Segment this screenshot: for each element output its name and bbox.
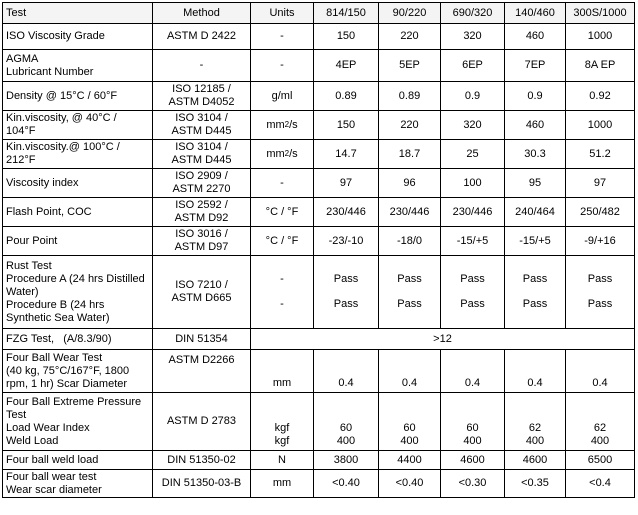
table-row [3,169,635,198]
cell-value [566,256,635,329]
value-line: Pass [460,298,485,310]
table-row [3,451,635,470]
header-units: Units [251,3,314,24]
table-row [3,393,635,451]
value-line: Pass [333,298,359,310]
spec-table [2,2,635,498]
cell-value: 240/464 [505,198,566,227]
value-line: 60 [466,422,479,434]
cell-value [379,393,441,451]
row-label [3,393,153,451]
value-line: 60 [403,422,416,434]
label-line: (40 kg, 75°C/167°F, 1800 [6,364,130,377]
unit-line: kgf [274,422,290,434]
cell-value-merged: >12 [251,329,635,350]
unit-line: - [280,298,284,310]
cell-value [505,393,566,451]
method-line: ASTM D665 [171,292,232,304]
value-line: 400 [525,435,545,447]
row-units: °C / °F [251,227,314,256]
row-label: Flash Point, COC [3,198,153,227]
cell-value: 150 [314,24,379,50]
label-line: Water) [6,285,39,298]
label-line: Load Wear Index [6,421,90,434]
cell-value: -15/+5 [505,227,566,256]
cell-value: 220 [379,111,441,140]
unit-tail: /s [289,118,298,131]
value-line: 62 [593,422,607,434]
table-row [3,256,635,329]
row-label [3,350,153,393]
row-method [153,198,251,227]
row-method [153,140,251,169]
method-line: ISO 2909 / [175,170,228,182]
row-units: - [251,24,314,50]
cell-value: 1000 [566,24,635,50]
cell-value: 14.7 [314,140,379,169]
table-row [3,140,635,169]
cell-value: 6500 [566,451,635,470]
unit-base: mm [266,118,285,131]
label-line: AGMA [6,52,39,65]
cell-value: <0.40 [314,470,379,498]
header-method: Method [153,3,251,24]
cell-value: 0.4 [314,350,379,393]
row-label: Four ball weld load [3,451,153,470]
cell-value: 4600 [505,451,566,470]
method-line: ISO 3016 / [175,228,228,240]
row-method: DIN 51350-02 [153,451,251,470]
label-line: Rust Test [6,259,52,272]
label-line: Four Ball Extreme Pressure [6,395,142,408]
cell-value: 18.7 [379,140,441,169]
cell-value: 230/446 [441,198,505,227]
row-units: - [251,169,314,198]
cell-value: -15/+5 [441,227,505,256]
row-method: ASTM D 2783 [153,393,251,451]
label-line: Wear scar diameter [6,483,102,496]
table-row [3,82,635,111]
cell-value: 460 [505,24,566,50]
cell-value: 4EP [314,50,379,82]
cell-value [441,256,505,329]
label-line: Weld Load [6,434,59,447]
row-units: mm [251,350,314,393]
unit-exponent: 2 [284,119,290,129]
row-label: FZG Test, (A/8.3/90) [3,329,153,350]
cell-value: 0.89 [379,82,441,111]
cell-value: 320 [441,111,505,140]
cell-value: 6EP [441,50,505,82]
cell-value: <0.30 [441,470,505,498]
cell-value [566,393,635,451]
cell-value: 25 [441,140,505,169]
cell-value: 0.4 [505,350,566,393]
method-line: ASTM D92 [174,212,229,224]
table-row [3,24,635,50]
value-line: 400 [336,435,356,447]
method-line: ISO 3104 / [175,112,228,124]
cell-value: 97 [566,169,635,198]
value-line: 400 [400,435,419,447]
method-line: ASTM D445 [171,125,232,137]
cell-value: 0.89 [314,82,379,111]
label-line: rpm, 1 hr) Scar Diameter [6,377,128,390]
row-method: - [153,50,251,82]
cell-value: 230/446 [379,198,441,227]
cell-value: <0.40 [379,470,441,498]
row-method: ASTM D 2422 [153,24,251,50]
value-line: Pass [333,273,359,285]
value-line: Pass [397,298,422,310]
unit-exponent: 2 [284,148,290,158]
cell-value: <0.4 [566,470,635,498]
unit-base: mm [266,147,285,160]
method-line: ASTM D4052 [168,96,235,108]
row-label [3,256,153,329]
cell-value: 51.2 [566,140,635,169]
row-label [3,140,153,169]
row-label: Viscosity index [3,169,153,198]
cell-value: 0.4 [441,350,505,393]
header-row [3,3,635,24]
row-label: Pour Point [3,227,153,256]
method-line: ISO 3104 / [175,141,228,153]
label-line: Four ball wear test [6,470,97,483]
row-label: Density @ 15°C / 60°F [3,82,153,111]
header-grade-460: 140/460 [505,3,566,24]
row-method [153,227,251,256]
row-method [153,82,251,111]
value-line: Pass [460,273,485,285]
cell-value: 4400 [379,451,441,470]
method-line: ISO 2592 / [175,199,228,211]
cell-value: 0.92 [566,82,635,111]
method-line: ASTM D97 [174,241,229,253]
value-line: Pass [587,273,613,285]
label-line: Four Ball Wear Test [6,351,103,364]
cell-value: 460 [505,111,566,140]
cell-value: 95 [505,169,566,198]
cell-value: 7EP [505,50,566,82]
value-line: 400 [463,435,482,447]
row-units [251,140,314,169]
row-units [251,111,314,140]
header-test: Test [3,3,153,24]
unit-line: - [280,273,284,285]
table-row [3,350,635,393]
cell-value: -18/0 [379,227,441,256]
value-line: Pass [397,273,422,285]
value-line: Pass [522,298,548,310]
value-line: Pass [522,273,548,285]
cell-value: 100 [441,169,505,198]
table-row [3,329,635,350]
header-grade-150: 814/150 [314,3,379,24]
cell-value: 1000 [566,111,635,140]
table-row [3,198,635,227]
label-line: Synthetic Sea Water) [6,311,110,324]
row-label [3,50,153,82]
value-line: 62 [528,422,542,434]
method-line: ISO 7210 / [175,279,228,291]
cell-value: <0.35 [505,470,566,498]
label-line: Test [6,408,27,421]
method-line: ASTM D445 [171,154,232,166]
cell-value: 320 [441,24,505,50]
cell-value: 8A EP [566,50,635,82]
table-row [3,50,635,82]
unit-tail: /s [289,147,298,160]
header-grade-320: 690/320 [441,3,505,24]
cell-value: 230/446 [314,198,379,227]
row-units: - [251,50,314,82]
row-method [153,256,251,329]
cell-value: -9/+16 [566,227,635,256]
label-line: Kin.viscosity.@ 100°C / [6,141,120,153]
cell-value: 150 [314,111,379,140]
cell-value: 4600 [441,451,505,470]
row-label: ISO Viscosity Grade [3,24,153,50]
cell-value [314,256,379,329]
value-line: Pass [587,298,613,310]
row-units: N [251,451,314,470]
cell-value: 5EP [379,50,441,82]
cell-value [505,256,566,329]
row-method [153,111,251,140]
label-line: Procedure B (24 hrs [6,298,105,311]
cell-value [441,393,505,451]
row-units: °C / °F [251,198,314,227]
method-line: ISO 12185 / [172,83,231,95]
table-row [3,111,635,140]
label-line: Lubricant Number [6,65,94,78]
value-line: 60 [339,422,353,434]
row-units: mm [251,470,314,498]
row-method: ASTM D2266 [153,350,251,393]
row-method [153,169,251,198]
cell-value: 220 [379,24,441,50]
cell-value: 0.9 [441,82,505,111]
row-method: DIN 51350-03-B [153,470,251,498]
value-line: 400 [590,435,610,447]
method-line: ASTM 2270 [172,183,231,195]
row-units [251,393,314,451]
header-grade-220: 90/220 [379,3,441,24]
row-label: Kin.viscosity, @ 40°C / 104°F [3,111,153,140]
table-row [3,227,635,256]
label-line: Procedure A (24 hrs Distilled [6,272,145,285]
cell-value: -23/-10 [314,227,379,256]
cell-value: 96 [379,169,441,198]
table-row [3,470,635,498]
cell-value: 250/482 [566,198,635,227]
cell-value: 30.3 [505,140,566,169]
cell-value [314,393,379,451]
cell-value: 0.9 [505,82,566,111]
header-grade-1000: 300S/1000 [566,3,635,24]
cell-value: 0.4 [379,350,441,393]
cell-value: 0.4 [566,350,635,393]
label-line: 212°F [6,154,36,166]
row-label [3,470,153,498]
row-units: g/ml [251,82,314,111]
row-method: DIN 51354 [153,329,251,350]
unit-line: kgf [274,435,290,447]
cell-value [379,256,441,329]
row-units [251,256,314,329]
cell-value: 3800 [314,451,379,470]
cell-value: 97 [314,169,379,198]
